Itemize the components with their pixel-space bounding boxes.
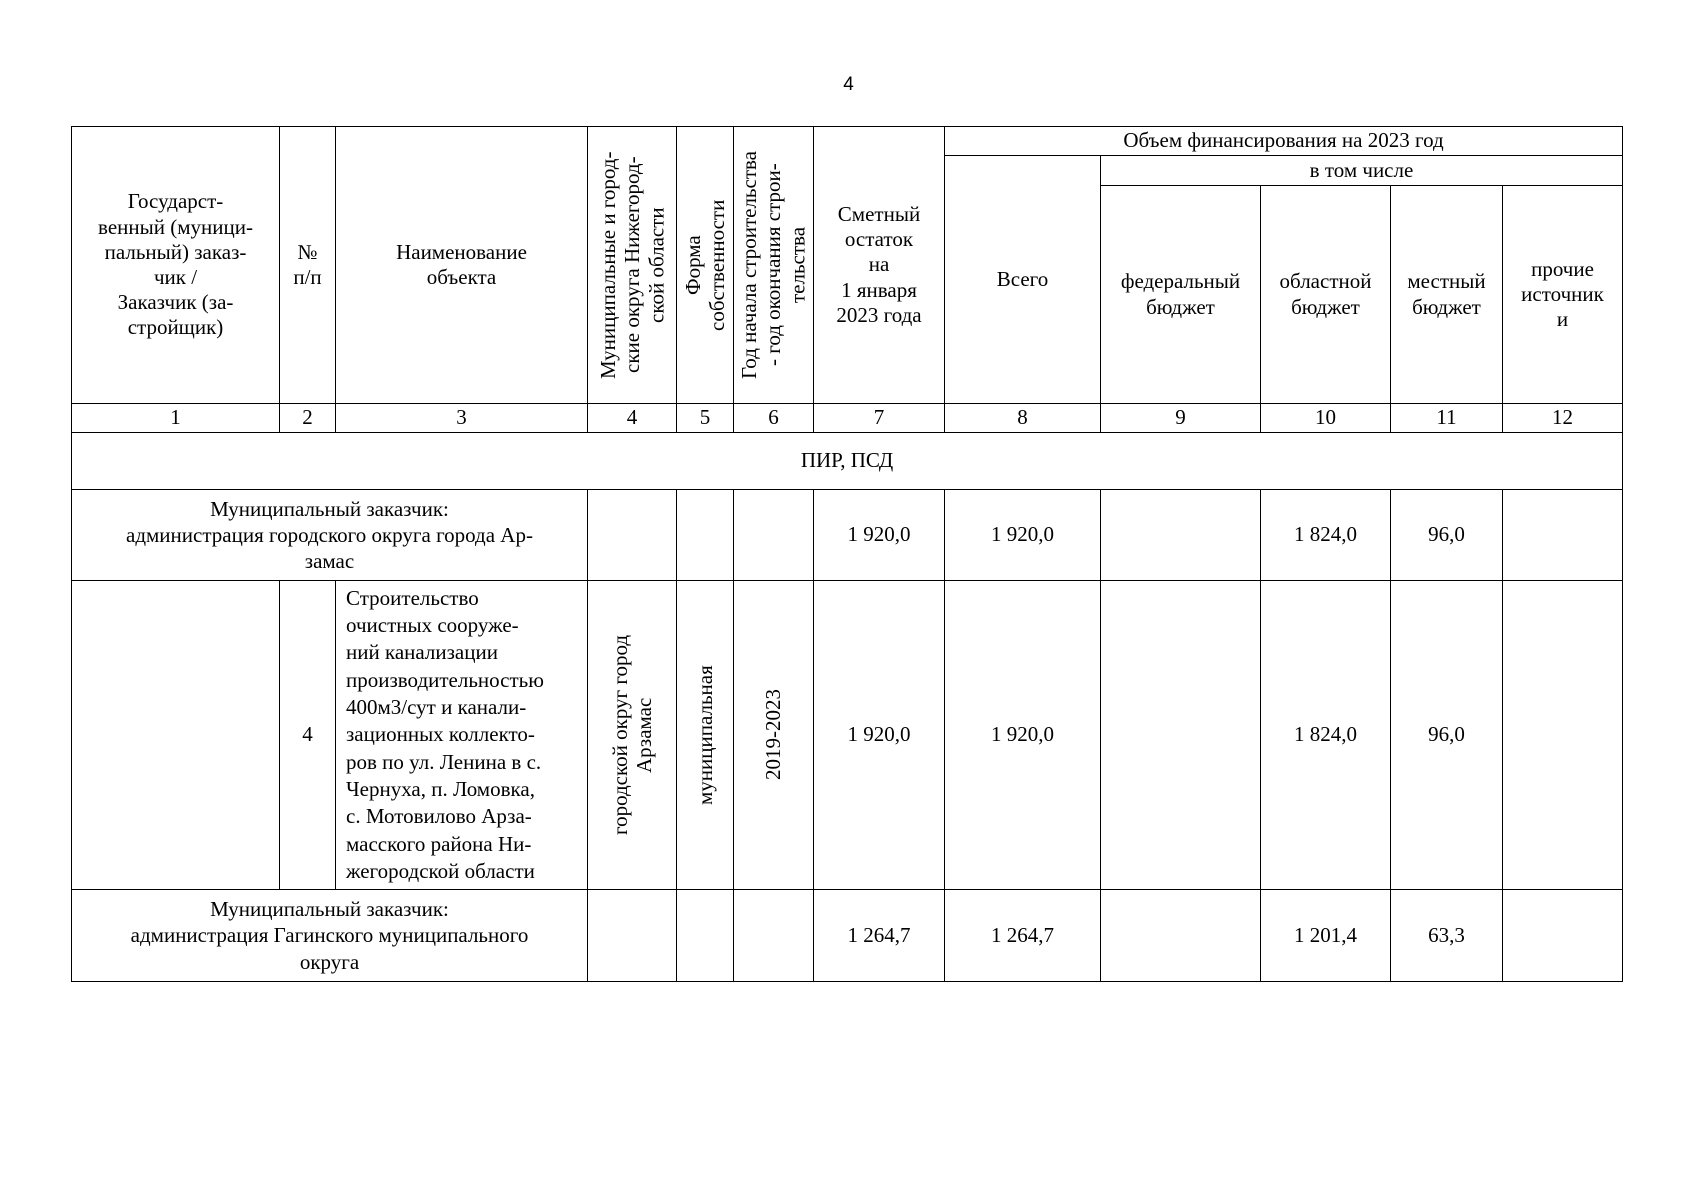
other-value — [1503, 581, 1623, 890]
ownership-cell — [677, 890, 734, 982]
header-estimate: Сметный остаток на 1 января 2023 года — [814, 127, 945, 404]
column-number: 5 — [677, 404, 734, 433]
header-total: Всего — [945, 156, 1101, 404]
customer-cell — [72, 581, 280, 890]
years-value: 2019-2023 — [761, 689, 786, 781]
financing-table — [71, 126, 1623, 982]
other-value — [1503, 890, 1623, 982]
header-municipal: Муниципальные и город- ские округа Нижегород- ской области — [595, 151, 669, 379]
local-value: 63,3 — [1391, 890, 1503, 982]
header-customer: Государст- венный (муници- пальный) заказ- чик / Заказчик (за- стройщик) — [72, 127, 280, 404]
local-value: 96,0 — [1391, 490, 1503, 581]
section-row — [72, 433, 1623, 490]
ownership-cell — [677, 490, 734, 581]
header-including: в том числе — [1101, 156, 1623, 186]
years-cell — [734, 581, 814, 890]
header-financing: Объем финансирования на 2023 год — [945, 127, 1623, 156]
federal-value — [1101, 490, 1261, 581]
regional-value: 1 824,0 — [1261, 490, 1391, 581]
federal-value — [1101, 581, 1261, 890]
section-title: ПИР, ПСД — [72, 433, 1623, 490]
header-num: № п/п — [280, 127, 336, 404]
federal-value — [1101, 890, 1261, 982]
years-cell — [734, 490, 814, 581]
municipal-cell — [588, 581, 677, 890]
column-number: 6 — [734, 404, 814, 433]
page-number: 4 — [843, 74, 854, 95]
object-name: Строительство очистных сооруже- ний канализации производительностью 400м3/сут и канали- зационных коллекто- ров по ул. Ленина в с. Чернуха, п. Ломовка, с. Мотовилово Арза- масского района Ни- жегородской области — [336, 581, 588, 890]
estimate-value: 1 920,0 — [814, 581, 945, 890]
header-municipal-cell — [588, 127, 677, 404]
header-object-name: Наименование объекта — [336, 127, 588, 404]
column-number: 11 — [1391, 404, 1503, 433]
header-years-cell — [734, 127, 814, 404]
header-federal: федеральный бюджет — [1101, 186, 1261, 404]
column-number: 7 — [814, 404, 945, 433]
estimate-value: 1 264,7 — [814, 890, 945, 982]
customer-name: Муниципальный заказчик: администрация городского округа города Ар- замас — [72, 490, 588, 581]
header-other: прочие источник и — [1503, 186, 1623, 404]
municipal-value: городской округ город Арзамас — [607, 634, 656, 836]
table-row — [72, 490, 1623, 581]
header-years: Год начала строительства - год окончания строи- тельства — [737, 151, 810, 379]
column-number: 2 — [280, 404, 336, 433]
column-number: 9 — [1101, 404, 1261, 433]
total-value: 1 920,0 — [945, 581, 1101, 890]
column-number: 8 — [945, 404, 1101, 433]
header-ownership: Форма собственности — [680, 199, 729, 331]
total-value: 1 920,0 — [945, 490, 1101, 581]
ownership-value: муниципальная — [692, 665, 717, 805]
column-number: 4 — [588, 404, 677, 433]
table-row — [72, 890, 1623, 982]
years-cell — [734, 890, 814, 982]
column-number: 10 — [1261, 404, 1391, 433]
other-value — [1503, 490, 1623, 581]
municipal-cell — [588, 890, 677, 982]
table-row — [72, 581, 1623, 890]
column-number: 12 — [1503, 404, 1623, 433]
customer-name: Муниципальный заказчик: администрация Гагинского муниципального округа — [72, 890, 588, 982]
column-numbers-row — [72, 404, 1623, 433]
header-local: местный бюджет — [1391, 186, 1503, 404]
ownership-cell — [677, 581, 734, 890]
regional-value: 1 824,0 — [1261, 581, 1391, 890]
header-ownership-cell — [677, 127, 734, 404]
municipal-cell — [588, 490, 677, 581]
row-number: 4 — [280, 581, 336, 890]
column-number: 3 — [336, 404, 588, 433]
header-regional: областной бюджет — [1261, 186, 1391, 404]
column-number: 1 — [72, 404, 280, 433]
regional-value: 1 201,4 — [1261, 890, 1391, 982]
local-value: 96,0 — [1391, 581, 1503, 890]
estimate-value: 1 920,0 — [814, 490, 945, 581]
total-value: 1 264,7 — [945, 890, 1101, 982]
